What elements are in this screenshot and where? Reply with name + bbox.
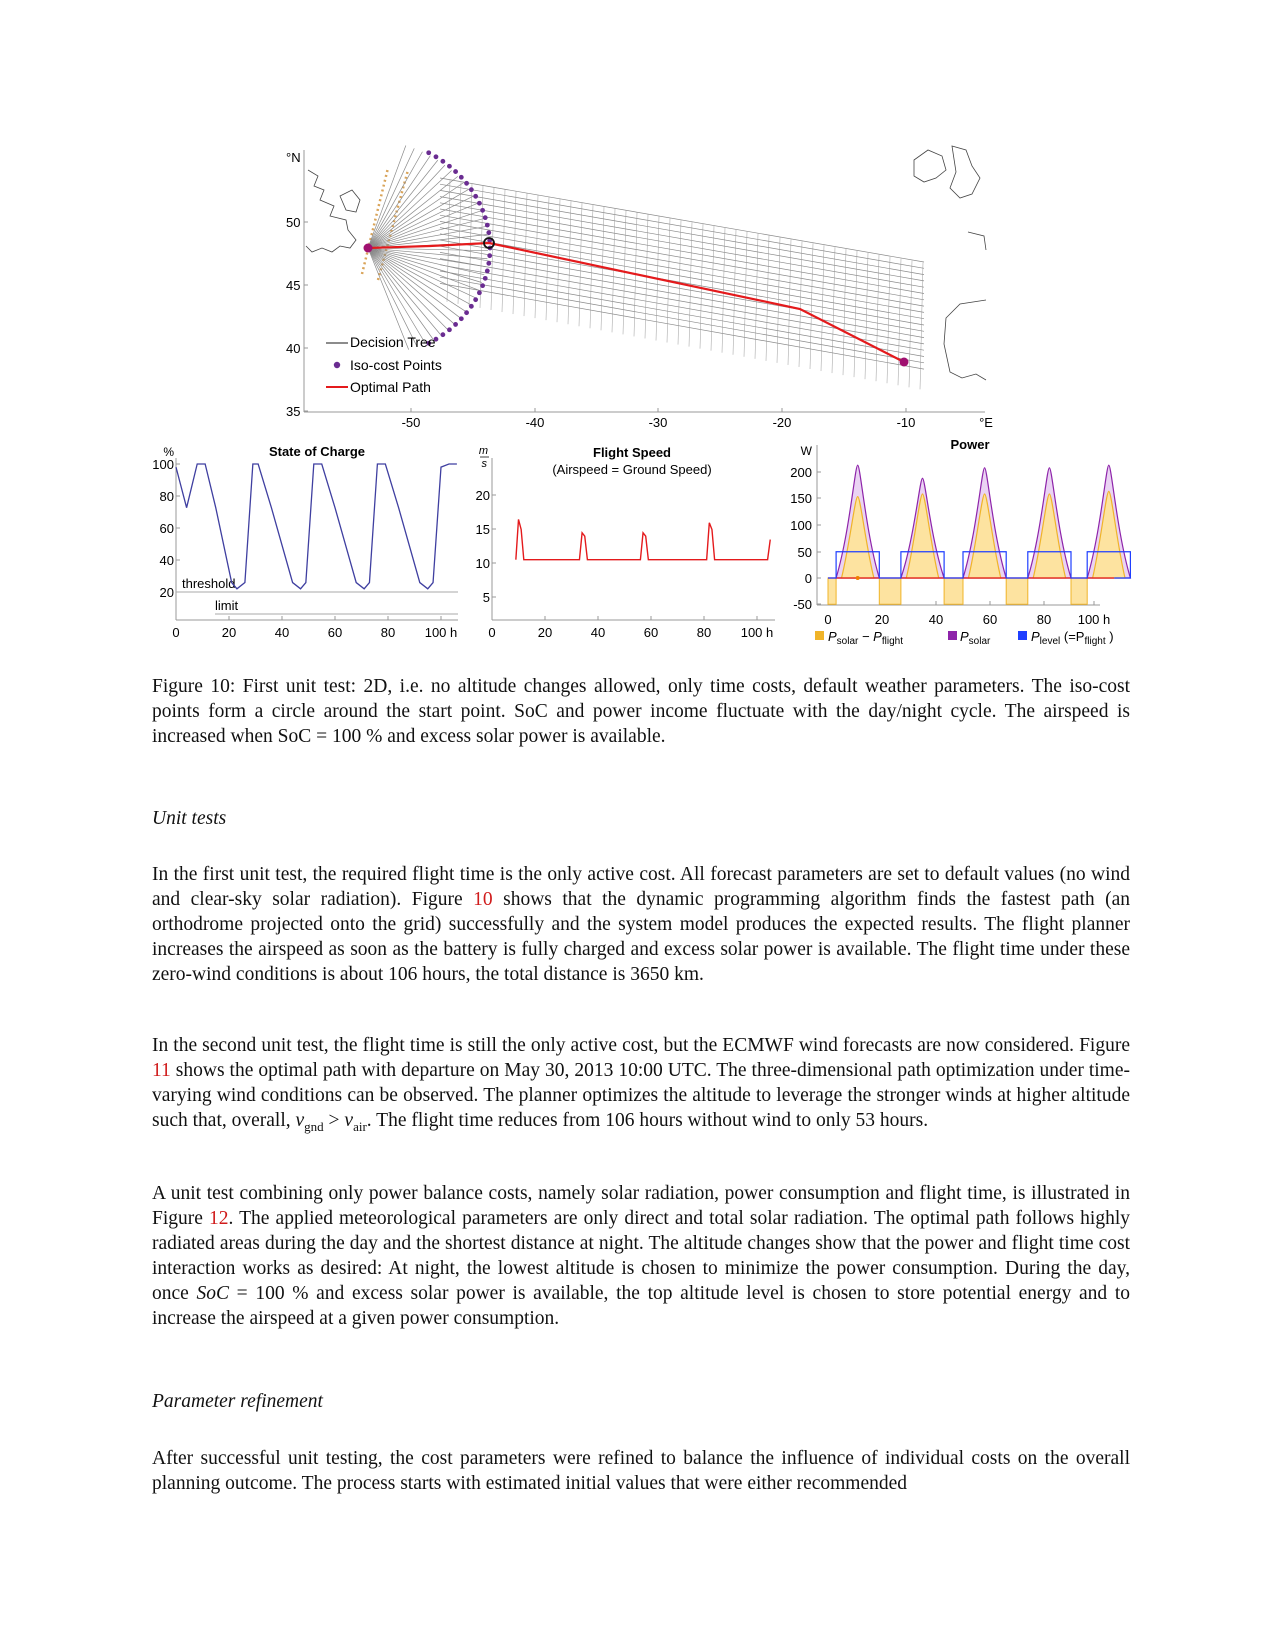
decision-tree: [368, 146, 924, 390]
coastline-britain: [950, 146, 980, 198]
start-point: [364, 244, 373, 253]
iso-cost-point: [464, 310, 469, 315]
speed-x-tick-60: 60: [643, 625, 659, 640]
tree-cross-line: [799, 241, 802, 367]
tree-cross-line: [777, 238, 780, 363]
tree-cross-line: [766, 236, 769, 361]
tree-branch: [368, 189, 469, 248]
p2-v-air-sub: air: [353, 1118, 367, 1134]
soc-title: State of Charge: [268, 444, 366, 459]
power-y-tick-50: 50: [797, 545, 812, 560]
soc-limit-label: limit: [215, 598, 239, 613]
iso-cost-point: [480, 283, 485, 288]
legend-solar-swatch: [948, 631, 957, 640]
map-lat-tick-45: 45: [286, 278, 301, 293]
legend-optimal-path: Optimal Path: [350, 379, 431, 395]
iso-cost-point: [447, 164, 452, 169]
coastline-ireland: [914, 150, 946, 182]
tree-cross-line: [920, 263, 923, 390]
coastline-newfoundland: [340, 190, 360, 212]
coastline-iberia: [944, 300, 986, 380]
power-y-unit: W: [800, 444, 812, 458]
legend-level-swatch: [1018, 631, 1027, 640]
p2-v-gnd-sub: gnd: [304, 1118, 324, 1134]
map-lat-tick-35: 35: [286, 404, 301, 419]
soc-y-tick-20: 20: [159, 585, 174, 600]
iso-cost-point: [486, 261, 491, 266]
soc-y-tick-40: 40: [159, 553, 174, 568]
figure-caption: Figure 10: First unit test: 2D, i.e. no altitude changes allowed, only time costs, default weather parameters. The iso-cost points form a circle around the start point. SoC and power income fluctuate with the day/night cycle. The airspeed is increased when SoC = 100 % and excess solar power is available.: [152, 676, 1130, 747]
tree-cross-line: [843, 249, 846, 375]
paragraph-3: [152, 1181, 1130, 1331]
map-lat-tick-50: 50: [286, 215, 301, 230]
iso-cost-point: [440, 332, 445, 337]
tree-grid-line: [440, 240, 924, 325]
tree-branch: [368, 203, 477, 248]
soc-panel: [152, 444, 458, 640]
legend-iso-cost: Iso-cost Points: [350, 357, 442, 373]
soc-y-unit: %: [163, 445, 174, 459]
iso-cost-point: [473, 194, 478, 199]
iso-cost-point: [459, 316, 464, 321]
power-x-tick-100: 100 h: [1077, 612, 1111, 627]
figure-ref-11[interactable]: 11: [152, 1060, 171, 1081]
tree-cross-line: [909, 261, 912, 388]
map-panel: [286, 146, 993, 430]
legend-decision-tree: Decision Tree: [350, 334, 436, 350]
p2-text-c: . The flight time reduces from 106 hours without wind to only 53 hours.: [366, 1110, 929, 1131]
iso-cost-point: [480, 208, 485, 213]
iso-cost-point: [440, 159, 445, 164]
tree-grid-line: [440, 221, 924, 306]
map-legend: [326, 334, 442, 395]
power-series: [828, 465, 1130, 604]
power-x-tick-0: 0: [824, 612, 832, 627]
tree-grid-line: [440, 259, 924, 344]
speed-x-tick-20: 20: [537, 625, 553, 640]
tree-cross-line: [898, 259, 901, 386]
iso-cost-point: [483, 276, 488, 281]
power-legend: [815, 629, 1114, 647]
tree-cross-line: [887, 257, 890, 384]
tree-grid-line: [440, 209, 924, 294]
speed-y-tick-10: 10: [475, 556, 490, 571]
tree-grid-line: [440, 184, 924, 268]
p2-text-b: shows the optimal path with departure on May 30, 2013 10:00 UTC. The three-dimensional path optimization under time-varying wind conditions can be observed. The planner optimizes the altitude to leverage the stronger winds at higher altitude such that, overall,: [152, 1060, 1130, 1131]
power-y-tick-m50: -50: [793, 597, 812, 612]
paragraph-4: After successful unit testing, the cost parameters were refined to balance the influence of individual costs on the overall planning outcome. The process starts with estimated initial values that were either recommended: [152, 1448, 1130, 1494]
legend-net-label: $P_{solar} - P_{flight}$: [828, 629, 903, 647]
power-x-tick-40: 40: [928, 612, 944, 627]
power-x-tick-80: 80: [1036, 612, 1052, 627]
net-power-night-area: [944, 578, 963, 604]
net-power-night-area: [1006, 578, 1028, 604]
soc-x-tick-80: 80: [380, 625, 396, 640]
speed-x-tick-100: 100 h: [740, 625, 774, 640]
tree-cross-line: [865, 253, 868, 379]
speed-panel: [476, 445, 775, 640]
section-parameter-refinement: Parameter refinement: [152, 1391, 323, 1412]
tree-grid-line: [440, 252, 924, 337]
iso-cost-point: [473, 297, 478, 302]
iso-cost-point: [464, 181, 469, 186]
tree-branch: [368, 196, 473, 248]
soc-x-tick-20: 20: [221, 625, 237, 640]
soc-x-tick-40: 40: [274, 625, 290, 640]
end-point: [900, 358, 909, 367]
iso-cost-point: [485, 268, 490, 273]
speed-x-tick-40: 40: [590, 625, 606, 640]
tree-grid-line: [440, 203, 924, 287]
iso-cost-point: [469, 187, 474, 192]
legend-net-swatch: [815, 631, 824, 640]
iso-cost-point: [487, 253, 492, 258]
p3-text-a: A unit test combining only power balance costs, namely solar radiation, power consumption and flight time, is illustrated in Figure: [152, 1183, 1130, 1229]
tree-branch: [368, 152, 422, 248]
tree-grid-line: [440, 190, 924, 274]
speed-y-tick-15: 15: [475, 522, 490, 537]
tree-cross-line: [821, 245, 824, 371]
coastline-france: [968, 232, 986, 250]
map-lat-tick-40: 40: [286, 341, 301, 356]
iso-cost-point: [477, 290, 482, 295]
legend-solar-label: $P_{solar}$: [960, 629, 991, 647]
tree-grid-line: [440, 178, 924, 262]
speed-x-tick-80: 80: [696, 625, 712, 640]
p2-v-gnd: v: [295, 1110, 305, 1131]
paragraph-2: [152, 1033, 1130, 1139]
iso-cost-point: [483, 215, 488, 220]
iso-cost-point: [453, 322, 458, 327]
tree-branch: [368, 248, 425, 343]
tree-branch: [368, 156, 430, 248]
speed-y-tick-5: 5: [482, 590, 490, 605]
legend-level-label: $P_{level}$ ($=P_{flight}$ ): [1031, 629, 1114, 647]
iso-cost-point: [486, 230, 491, 235]
soc-x-tick-0: 0: [172, 625, 180, 640]
map-lon-tick-m50: -50: [401, 415, 421, 430]
figure-ref-12[interactable]: 12: [209, 1208, 229, 1229]
soc-series-line: [176, 464, 457, 589]
tree-branch: [368, 171, 452, 248]
map-lat-unit: °N: [286, 150, 301, 165]
soc-y-tick-60: 60: [159, 521, 174, 536]
tree-grid-line: [440, 246, 924, 331]
p1-text-b: shows that the dynamic programming algorithm finds the fastest path (an orthodrome projected onto the grid) successfully and the system model produces the expected results. The flight planner increases the airspeed as soon as the battery is fully charged and excess solar power is available. The flight time under these zero-wind conditions is about 106 hours, the total distance is 3650 km.: [152, 889, 1131, 985]
tree-grid-line: [440, 228, 924, 313]
tree-grid-line: [440, 215, 924, 300]
figure-ref-10[interactable]: 10: [473, 889, 493, 910]
figure-10: [0, 0, 1275, 660]
iso-cost-point: [447, 327, 452, 332]
legend-iso-swatch: [334, 362, 340, 368]
p3-text-c: = 100 % and excess solar power is available, the top altitude level is chosen to store potential energy and to increase the airspeed at a given power consumption.: [152, 1283, 1131, 1329]
tree-branch: [368, 248, 433, 339]
speed-unit-num: m: [478, 445, 488, 457]
power-title: Power: [950, 437, 990, 452]
p3-text-b: . The applied meteorological parameters are only direct and total solar radiation. The optimal path follows highly radiated areas during the day and the shortest distance at night. The altitude changes show that the power and flight time cost interaction works as desired: At night, the lowest altitude is chosen to minimize the power consumption. During the day, once: [152, 1208, 1130, 1304]
net-power-night-area: [879, 578, 901, 604]
section-unit-tests: Unit tests: [152, 808, 227, 829]
p3-soc: SoC: [196, 1283, 229, 1304]
tree-grid-line: [440, 197, 924, 281]
soc-x-tick-60: 60: [327, 625, 343, 640]
net-power-night-area: [828, 578, 836, 604]
tree-cross-line: [832, 247, 835, 373]
coastline-north-america: [306, 170, 356, 252]
power-panel: [790, 437, 1130, 647]
power-marker: [856, 576, 860, 580]
power-x-tick-60: 60: [982, 612, 998, 627]
tree-grid-line: [440, 283, 924, 369]
power-y-tick-150: 150: [790, 491, 812, 506]
speed-series-line: [516, 519, 770, 559]
p2-v-air: v: [344, 1110, 354, 1131]
soc-x-tick-100: 100 h: [424, 625, 458, 640]
speed-y-tick-20: 20: [475, 488, 490, 503]
power-y-tick-200: 200: [790, 465, 812, 480]
tree-cross-line: [876, 255, 879, 381]
p2-text-a: In the second unit test, the flight time is still the only active cost, but the ECMWF wind forecasts are now considered. Figure: [152, 1035, 1130, 1056]
iso-cost-point: [453, 169, 458, 174]
tree-cross-line: [854, 251, 857, 377]
p2-gt: >: [323, 1110, 345, 1131]
speed-unit-den: s: [481, 458, 487, 470]
tree-cross-line: [755, 234, 758, 359]
tree-grid-line: [440, 277, 924, 363]
iso-cost-point: [485, 223, 490, 228]
speed-title: Flight Speed: [593, 445, 671, 460]
soc-threshold-label: threshold: [182, 576, 236, 591]
speed-subtitle: (Airspeed = Ground Speed): [552, 462, 712, 477]
power-y-tick-0: 0: [804, 571, 812, 586]
tree-cross-line: [810, 243, 813, 369]
speed-ticks: [492, 495, 757, 620]
tree-grid-line: [440, 234, 924, 319]
iso-cost-point: [477, 201, 482, 206]
power-x-tick-20: 20: [874, 612, 890, 627]
power-y-tick-100: 100: [790, 518, 812, 533]
map-lon-tick-m30: -30: [648, 415, 668, 430]
p1-text-a: In the first unit test, the required flight time is the only active cost. All forecast parameters are set to default values (no wind and clear-sky solar radiation). Figure: [152, 864, 1130, 910]
tree-cross-line: [788, 239, 791, 365]
soc-y-tick-100: 100: [152, 457, 174, 472]
iso-cost-point: [426, 150, 431, 155]
map-lon-tick-m40: -40: [525, 415, 545, 430]
soc-y-tick-80: 80: [159, 489, 174, 504]
iso-cost-point: [469, 304, 474, 309]
tree-grid-line: [440, 265, 924, 350]
map-lon-tick-m10: -10: [896, 415, 916, 430]
iso-cost-point: [459, 175, 464, 180]
speed-x-tick-0: 0: [488, 625, 496, 640]
iso-cost-point: [434, 154, 439, 159]
net-power-night-area: [1071, 578, 1087, 604]
paragraph-1: [152, 862, 1130, 987]
map-lon-unit: °E: [979, 415, 993, 430]
map-lon-tick-m20: -20: [772, 415, 792, 430]
